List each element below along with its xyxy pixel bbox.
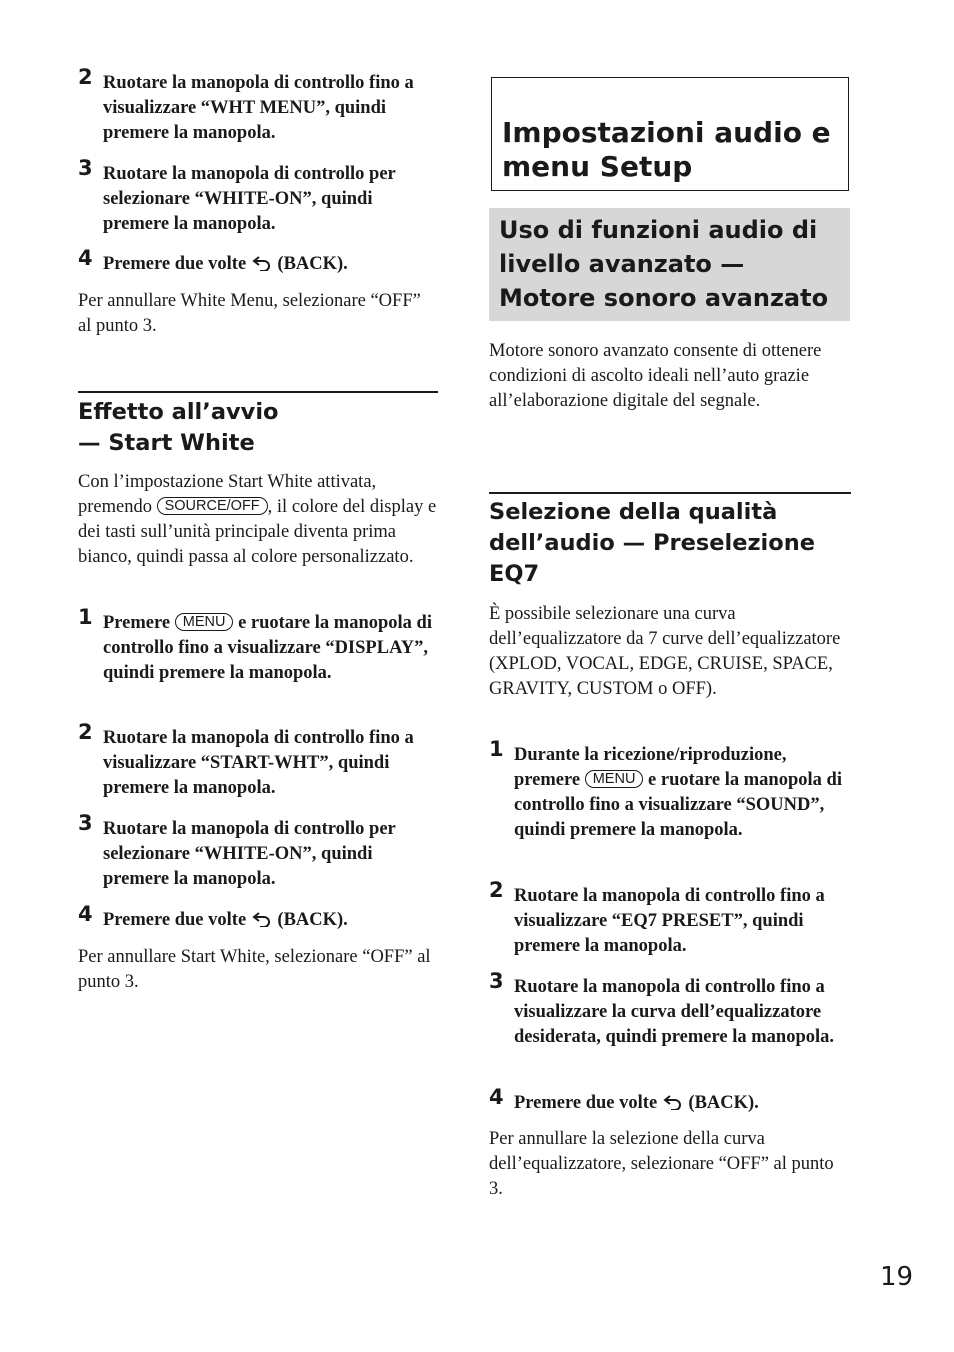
eq-cancel-note: Per annullare la selezione della curva dell’equalizzatore, selezionare “OFF” al punto 3.	[489, 1129, 834, 1199]
step-3-white-on	[78, 156, 438, 237]
step-text: Ruotare la manopola di controllo fino a visualizzare la curva dell’equalizzatore desiderata, quindi premere la manopola.	[514, 977, 835, 1047]
step-text-before: Premere due volte	[103, 910, 247, 930]
step-text	[514, 743, 851, 843]
step-text: Ruotare la manopola di controllo per selezionare “WHITE-ON”, quindi premere la manopola.	[103, 164, 396, 234]
step-text-after: e ruotare la manopola di controllo fino a visualizzare “SOUND”, quindi premere la manopola.	[514, 770, 842, 840]
step-4-back	[489, 1085, 851, 1116]
back-arrow-icon	[662, 1094, 684, 1110]
step-number: 1	[489, 737, 504, 761]
step-text-before: Premere due volte	[514, 1093, 658, 1113]
step-1-display	[78, 605, 438, 686]
step-4-back	[78, 246, 438, 277]
section-rule	[78, 391, 438, 393]
back-arrow-icon	[251, 911, 273, 927]
intro-after: , il colore del display e dei tasti sull’unità principale diventa prima bianco, quindi passa al colore personalizzato.	[78, 497, 437, 567]
source-off-key: SOURCE/OFF	[157, 497, 268, 515]
section-title-line2: — Start White	[78, 430, 255, 456]
step-number: 3	[78, 811, 93, 835]
advanced-sound-intro: Motore sonoro avanzato consente di ottenere condizioni di ascolto ideali nell’auto grazie all’elaborazione digitale del segnale.	[489, 341, 822, 411]
step-2-start-wht	[78, 720, 438, 801]
step-text-after: (BACK).	[688, 1093, 759, 1113]
eq7-intro: È possibile selezionare una curva dell’equalizzatore da 7 curve dell’equalizzatore (XPLOD, VOCAL, EDGE, CRUISE, SPACE, GRAVITY, CUSTOM o OFF).	[489, 604, 841, 699]
step-number: 1	[78, 605, 93, 629]
step-text	[103, 252, 438, 277]
step-number: 3	[78, 156, 93, 180]
subsection-title-line3: EQ7	[489, 561, 540, 587]
step-text	[103, 908, 438, 933]
start-white-cancel-note: Per annullare Start White, selezionare “OFF” al punto 3.	[78, 947, 431, 992]
step-text-after: e ruotare la manopola di controllo fino a visualizzare “DISPLAY”, quindi premere la manopola.	[103, 613, 432, 683]
chapter-title: Impostazioni audio e menu Setup	[502, 116, 831, 183]
step-3-eq-curve	[489, 969, 851, 1050]
step-text-before: premere	[514, 770, 581, 790]
subsection-title-line1: Selezione della qualità	[489, 499, 778, 525]
step-number: 2	[78, 65, 93, 89]
step-text: Ruotare la manopola di controllo fino a visualizzare “EQ7 PRESET”, quindi premere la manopola.	[514, 886, 825, 956]
step-text-before: Premere due volte	[103, 254, 247, 274]
step-text	[514, 1091, 851, 1116]
section-title	[78, 397, 438, 459]
chapter-title-box	[491, 77, 849, 191]
step-number: 4	[78, 902, 93, 926]
subsection-rule	[489, 492, 851, 494]
step-text-after: (BACK).	[277, 254, 348, 274]
subsection-title-line2: dell’audio — Preselezione	[489, 530, 815, 556]
step-text-before: Premere	[103, 613, 171, 633]
step-text	[103, 611, 438, 686]
section-title-line1: Effetto all’avvio	[78, 399, 279, 425]
back-arrow-icon	[251, 255, 273, 271]
menu-key: MENU	[585, 770, 644, 788]
step-1-sound	[489, 737, 851, 843]
step-number: 4	[489, 1085, 504, 1109]
section-title: Uso di funzioni audio di livello avanzato — Motore sonoro avanzato	[499, 216, 829, 312]
step-number: 2	[489, 878, 504, 902]
step-number: 4	[78, 246, 93, 270]
step-2-eq7-preset	[489, 878, 851, 959]
white-menu-cancel-note: Per annullare White Menu, selezionare “OFF” al punto 3.	[78, 291, 421, 336]
step-text: Ruotare la manopola di controllo fino a visualizzare “WHT MENU”, quindi premere la manopola.	[103, 73, 414, 143]
step-text: Ruotare la manopola di controllo per selezionare “WHITE-ON”, quindi premere la manopola.	[103, 819, 396, 889]
step-3-white-on	[78, 811, 438, 892]
step-text-line1: Durante la ricezione/riproduzione,	[514, 745, 787, 765]
start-white-intro	[78, 470, 438, 570]
subsection-title	[489, 497, 851, 590]
step-2-wht-menu	[78, 65, 438, 146]
step-number: 2	[78, 720, 93, 744]
page-number: 19	[880, 1262, 914, 1292]
step-4-back	[78, 902, 438, 933]
section-title-box	[489, 208, 850, 321]
menu-key: MENU	[175, 613, 234, 631]
intro-before: Con l’impostazione Start White attivata, premendo	[78, 472, 377, 517]
step-text-after: (BACK).	[277, 910, 348, 930]
step-text: Ruotare la manopola di controllo fino a visualizzare “START-WHT”, quindi premere la manopola.	[103, 728, 414, 798]
step-number: 3	[489, 969, 504, 993]
